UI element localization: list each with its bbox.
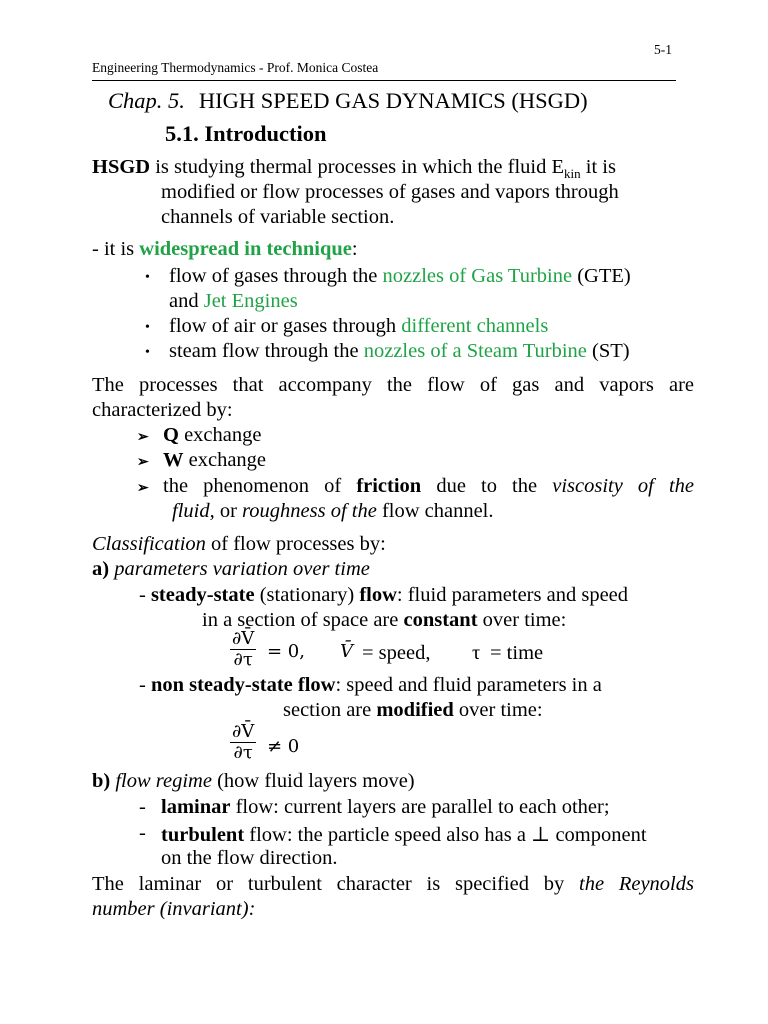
nonsteady-line-1: [139, 674, 602, 697]
steady-text: : fluid parameters and speed: [396, 584, 629, 606]
nonsteady-text: over time:: [453, 699, 543, 721]
header-rule: [92, 80, 676, 81]
arrow-bullet-icon: ➢: [137, 481, 149, 496]
classification-line: [92, 533, 386, 556]
intro-text-end: it is: [580, 156, 616, 178]
application-1-cont: [169, 290, 298, 313]
friction-text: or: [214, 500, 243, 522]
steady-text: over time:: [477, 609, 567, 631]
widespread-line: [92, 238, 358, 261]
laminar-line: [161, 796, 610, 819]
friction-term: friction: [356, 475, 422, 497]
friction-text: the phenomenon of: [163, 475, 357, 497]
application-2: [169, 315, 548, 338]
arrow-bullet-icon: ➢: [137, 455, 149, 470]
friction-line-2: [172, 500, 494, 523]
chapter-title: [108, 88, 588, 114]
chapter-name: HIGH SPEED GAS DYNAMICS (HSGD): [198, 88, 588, 113]
v-bar-symbol: V̄: [340, 641, 353, 662]
derivative-denominator: ∂τ: [233, 742, 253, 763]
viscosity-term: viscosity of the: [552, 475, 694, 497]
application-highlight: different channels: [401, 315, 549, 337]
q-symbol: Q: [163, 424, 179, 446]
application-1: [169, 265, 631, 288]
part-b-heading: [92, 770, 415, 793]
dash: -: [139, 584, 151, 606]
nonsteady-not-equal-zero: ≠ 0: [267, 736, 300, 757]
steady-derivative: [230, 629, 256, 670]
page-number: 5-1: [654, 42, 672, 57]
steady-line-1: [139, 584, 628, 607]
nonsteady-derivative: [230, 722, 256, 763]
application-highlight: Jet Engines: [203, 290, 298, 312]
arrow-bullet-icon: ➢: [137, 430, 149, 445]
nonsteady-line-2: [283, 699, 543, 722]
steady-text: in a section of space are: [202, 609, 404, 631]
part-a-label: a): [92, 558, 110, 580]
kin-subscript: kin: [564, 166, 581, 182]
bullet-icon: •: [145, 345, 150, 360]
intro-line-2: modified or flow processes of gases and vapors through: [161, 181, 619, 203]
classification-term: Classification: [92, 533, 206, 555]
speed-definition: = speed,: [362, 642, 431, 664]
widespread-prefix: - it is: [92, 238, 140, 260]
time-definition: = time: [490, 642, 544, 664]
application-suffix: (ST): [586, 340, 630, 362]
turbulent-dash: -: [139, 822, 146, 844]
modified-term: modified: [376, 699, 454, 721]
exchange-text: exchange: [178, 424, 262, 446]
widespread-highlight: widespread in technique: [139, 238, 352, 260]
derivative-denominator: ∂τ: [233, 649, 253, 670]
steady-line-2: [202, 609, 566, 632]
laminar-dash: -: [139, 796, 146, 818]
steady-state-term: steady-state: [150, 584, 255, 606]
exchange-text: exchange: [183, 449, 267, 471]
dash: -: [139, 674, 151, 696]
derivative-numerator: ∂V̄: [232, 721, 255, 742]
fluid-term: fluid,: [172, 500, 215, 522]
turbulent-text: flow: the particle speed also has a ⊥ component: [244, 824, 647, 846]
application-text: flow of gases through the: [169, 265, 383, 287]
application-highlight: nozzles of a Steam Turbine: [363, 340, 587, 362]
part-a-title: parameters variation over time: [109, 558, 370, 580]
nonsteady-text: section are: [283, 699, 377, 721]
tau-symbol: τ: [472, 642, 481, 664]
chapter-label: Chap. 5.: [108, 88, 185, 113]
part-b-title: flow regime: [110, 770, 212, 792]
friction-text: due to the: [421, 475, 553, 497]
running-header: Engineering Thermodynamics - Prof. Monica Costea: [92, 60, 379, 75]
application-highlight: nozzles of Gas Turbine: [382, 265, 573, 287]
w-symbol: W: [163, 449, 184, 471]
processes-line-2: characterized by:: [92, 399, 233, 421]
flow-term: flow: [359, 584, 397, 606]
laminar-text: flow: current layers are parallel to each other;: [230, 796, 610, 818]
friction-line-1: [163, 475, 694, 498]
application-3: [169, 340, 630, 363]
turbulent-line-2: on the flow direction.: [161, 847, 338, 869]
application-text: and: [169, 290, 204, 312]
application-suffix: (GTE): [572, 265, 631, 287]
part-b-text: (how fluid layers move): [211, 770, 415, 792]
application-text: steam flow through the: [169, 340, 364, 362]
intro-line-3: channels of variable section.: [161, 206, 395, 228]
part-a-heading: [92, 558, 370, 581]
widespread-suffix: :: [351, 238, 358, 260]
w-exchange: [163, 449, 266, 472]
laminar-term: laminar: [161, 796, 231, 818]
steady-text: (stationary): [254, 584, 360, 606]
friction-text: flow channel.: [376, 500, 494, 522]
nonsteady-text: : speed and fluid parameters in a: [335, 674, 602, 696]
processes-line-1: The processes that accompany the flow of gas and vapors are: [92, 374, 694, 396]
roughness-term: roughness of the: [242, 500, 377, 522]
constant-term: constant: [403, 609, 478, 631]
steady-equals-zero: = 0,: [267, 641, 305, 662]
section-heading: 5.1. Introduction: [165, 121, 327, 146]
q-exchange: [163, 424, 261, 447]
bullet-icon: •: [145, 270, 150, 285]
intro-text: is studying thermal processes in which the fluid E: [150, 156, 565, 178]
reynolds-text: The laminar or turbulent character is specified by: [92, 873, 580, 895]
reynolds-line-1: [92, 873, 694, 896]
nonsteady-term: non steady-state flow: [150, 674, 336, 696]
classification-text: of flow processes by:: [205, 533, 386, 555]
intro-line-1: [92, 156, 616, 182]
reynolds-line-2: number (invariant):: [92, 898, 256, 920]
turbulent-term: turbulent: [161, 824, 245, 846]
hsgd-term: HSGD: [92, 156, 151, 178]
application-text: flow of air or gases through: [169, 315, 402, 337]
part-b-label: b): [92, 770, 111, 792]
derivative-numerator: ∂V̄: [232, 628, 255, 649]
bullet-icon: •: [145, 320, 150, 335]
turbulent-line-1: [161, 822, 647, 847]
reynolds-term: the Reynolds: [579, 873, 694, 895]
